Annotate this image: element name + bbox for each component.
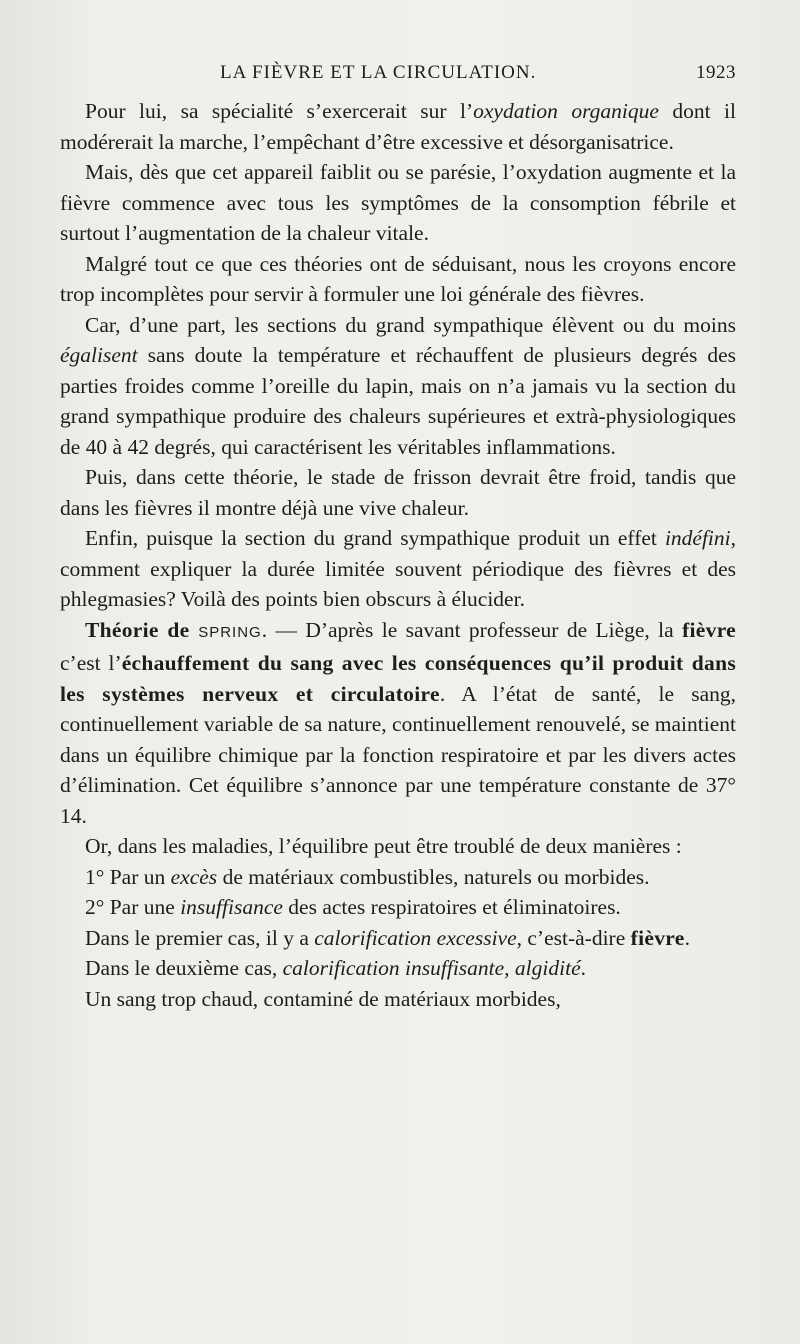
paragraph-spring-theory: [60, 615, 736, 832]
paragraph-4: [60, 310, 736, 463]
running-head: [60, 62, 736, 88]
italic-run: indéfini: [664, 526, 731, 550]
page-number: 1923: [696, 62, 736, 83]
text-run: dont il modérerait la marche, l’empêchant d’être excessive et désorganisatrice.: [60, 99, 736, 154]
italic-run: oxydation organique: [473, 99, 659, 123]
bold-run: fièvre: [682, 617, 736, 642]
text-run: 2° Par une: [85, 895, 181, 919]
paragraph-5: Puis, dans cette théorie, le stade de frisson devrait être froid, tandis que dans les fièvres il montre déjà une vive chaleur.: [60, 465, 736, 520]
paragraph-8: Or, dans les maladies, l’équilibre peut être troublé de deux manières :: [85, 834, 682, 858]
text-run: Pour lui, sa spécialité s’exercerait sur l’: [85, 99, 474, 123]
text-run: , comment expliquer la durée limitée souvent périodique des fièvres et des phlegmasies? Voilà des points bien obscurs à élucider.: [60, 526, 736, 611]
paragraph-13: Un sang trop chaud, contaminé de matériaux morbides,: [85, 986, 561, 1011]
text-run: . — D’après le savant professeur de Liège, la: [261, 617, 683, 642]
text-run: sans doute la température et réchauffent de plusieurs degrés des parties froides comme l’oreille du lapin, mais on n’a jamais vu la section du grand sympathique produire des chaleurs supérieures et extrà-physiologiques de 40 à 42 degrés, qui caractérisent les véritables inflammations.: [60, 343, 736, 459]
paragraph-12: [60, 953, 736, 984]
text-run: des actes respiratoires et éliminatoires.: [282, 895, 621, 919]
section-heading: Théorie de: [85, 617, 199, 642]
text-run: Dans le deuxième cas,: [85, 956, 283, 980]
text-run: .: [684, 925, 690, 950]
chapter-title: LA FIÈVRE ET LA CIRCULATION.: [220, 62, 537, 83]
text-run: de matériaux combustibles, naturels ou morbides.: [217, 864, 650, 889]
text-run: .: [580, 956, 586, 980]
text-run: c’est l’: [60, 651, 122, 675]
italic-run: égalisent: [60, 343, 138, 367]
text-run: 1° Par un: [85, 864, 171, 889]
text-run: . A l’état de santé, le sang, continuellement variable de sa nature, continuellement renouvelé, se maintient dans un équilibre chimique par la fonction respiratoire et par les divers actes d’élimination. Cet équilibre s’annonce par une température constante de 37° 14.: [60, 681, 736, 828]
author-name: SPRING: [198, 623, 262, 641]
paragraph-1: [60, 96, 736, 157]
italic-run: calorification excessive: [314, 925, 517, 950]
italic-run: calorification insuffisante, algidité: [282, 956, 581, 980]
list-item-2: [60, 892, 736, 923]
italic-run: excès: [170, 864, 218, 889]
text-run: Dans le premier cas, il y a: [85, 925, 315, 950]
bold-definition: échauffement du sang avec les conséquences qu’il produit dans les systèmes nerveux et circulatoire: [60, 651, 737, 706]
paragraph-3: Malgré tout ce que ces théories ont de séduisant, nous les croyons encore trop incomplètes pour servir à formuler une loi générale des fièvres.: [60, 251, 736, 306]
paragraph-6: [60, 523, 736, 615]
bold-run: fièvre: [630, 925, 685, 950]
body-text: [60, 96, 736, 1014]
text-run: Car, d’une part, les sections du grand sympathique élèvent ou du moins: [85, 312, 736, 337]
text-run: , c’est-à-dire: [516, 925, 631, 950]
italic-run: insuffisance: [180, 895, 283, 919]
paragraph-11: [60, 923, 736, 954]
text-run: Enfin, puisque la section du grand sympathique produit un effet: [85, 526, 665, 550]
list-item-1: [60, 862, 736, 893]
paragraph-2: Mais, dès que cet appareil faiblit ou se parésie, l’oxydation augmente et la fièvre commence avec tous les symptômes de la consomption fébrile et surtout l’augmentation de la chaleur vitale.: [60, 160, 736, 245]
